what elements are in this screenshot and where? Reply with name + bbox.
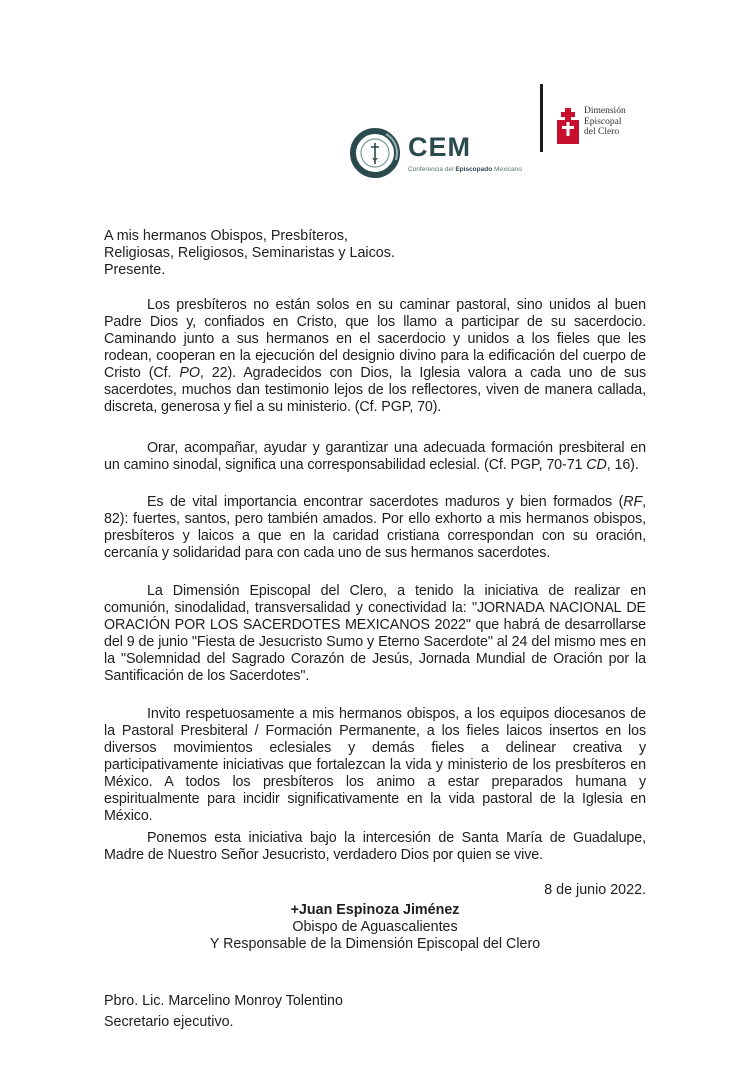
cem-logo-subtitle: Conferencia del Episcopado Mexicano (408, 166, 522, 173)
cem-emblem-icon (348, 126, 402, 180)
secretary-name: Pbro. Lic. Marcelino Monroy Tolentino (104, 993, 343, 1009)
signatory-name: +Juan Espinoza Jiménez (290, 902, 460, 918)
clero-emblem-icon (556, 106, 582, 146)
dimension-clero-text: Dimensión Episcopal del Clero (584, 106, 626, 137)
dimension-clero-logo (556, 106, 666, 152)
paragraph-mature-priests: Es de vital importancia encontrar sacerdotes maduros y bien formados (RF, 82): fuertes, santos, pero también amados. Por ello exhorto a mis hermanos obispos, presbíteros y laicos a que en la caridad cristiana correspondan con su oración, cercanía y solidaridad para con cada uno de sus hermanos sacerdotes. (104, 494, 646, 561)
header-divider (540, 84, 543, 152)
salutation-line: Religiosas, Religiosos, Seminaristas y Laicos. (104, 245, 395, 261)
secretary-role: Secretario ejecutivo. (104, 1014, 234, 1030)
cem-logo-text: CEM (408, 132, 471, 162)
cem-logo (348, 126, 548, 186)
paragraph-formation: Orar, acompañar, ayudar y garantizar una adecuada formación presbiteral en un camino sinodal, significa una corresponsabilidad eclesial. (Cf. PGP, 70-71 CD, 16). (104, 440, 646, 473)
salutation-line: A mis hermanos Obispos, Presbíteros, (104, 228, 348, 244)
salutation (104, 228, 646, 279)
salutation-line: Presente. (104, 262, 166, 278)
signatory-role: Obispo de Aguascalientes (292, 919, 458, 935)
paragraph-guadalupe: Ponemos esta iniciativa bajo la intercesión de Santa María de Guadalupe, Madre de Nuestro Señor Jesucristo, verdadero Dios por quien se vive. (104, 830, 646, 863)
paragraph-presbyters: Los presbíteros no están solos en su caminar pastoral, sino unidos al buen Padre Dios y, confiados en Cristo, que los llamo a participar de su sacerdocio. Caminando junto a sus hermanos en el sacerdocio y unidos a los fieles que les rodean, cooperan en la ejecución del designio divino para la edificación del cuerpo de Cristo (Cf. PO, 22). Agradecidos con Dios, la Iglesia valora a cada uno de sus sacerdotes, muchos dan testimonio lejos de los reflectores, viven de manera callada, discreta, generosa y fiel a su ministerio. (Cf. PGP, 70). (104, 297, 647, 415)
letter-date: 8 de junio 2022. (544, 882, 646, 898)
signatory-responsibility: Y Responsable de la Dimensión Episcopal del Clero (209, 936, 541, 952)
paragraph-invitation: Invito respetuosamente a mis hermanos obispos, a los equipos diocesanos de la Pastoral Presbiteral / Formación Permanente, a los fieles laicos insertos en los diversos movimientos eclesiales y demás fieles a delinear creativa y participativamente iniciativas que fortalezcan la vida y ministerio de los presbíteros en México. A todos los presbíteros los animo a estar preparados humana y espiritualmente para incidir significativamente en la vida pastoral de la Iglesia en México. (104, 706, 646, 824)
paragraph-jornada: La Dimensión Episcopal del Clero, a tenido la iniciativa de realizar en comunión, sinodalidad, transversalidad y conectividad la: "JORNADA NACIONAL DE ORACIÓN POR LOS SACERDOTES MEXICANOS 2022" que habrá de desarrollarse del 9 de junio "Fiesta de Jesucristo Sumo y Eterno Sacerdote" al 24 del mismo mes en la "Solemnidad del Sagrado Corazón de Jesús, Jornada Mundial de Oración por la Santificación de los Sacerdotes". (104, 583, 646, 684)
